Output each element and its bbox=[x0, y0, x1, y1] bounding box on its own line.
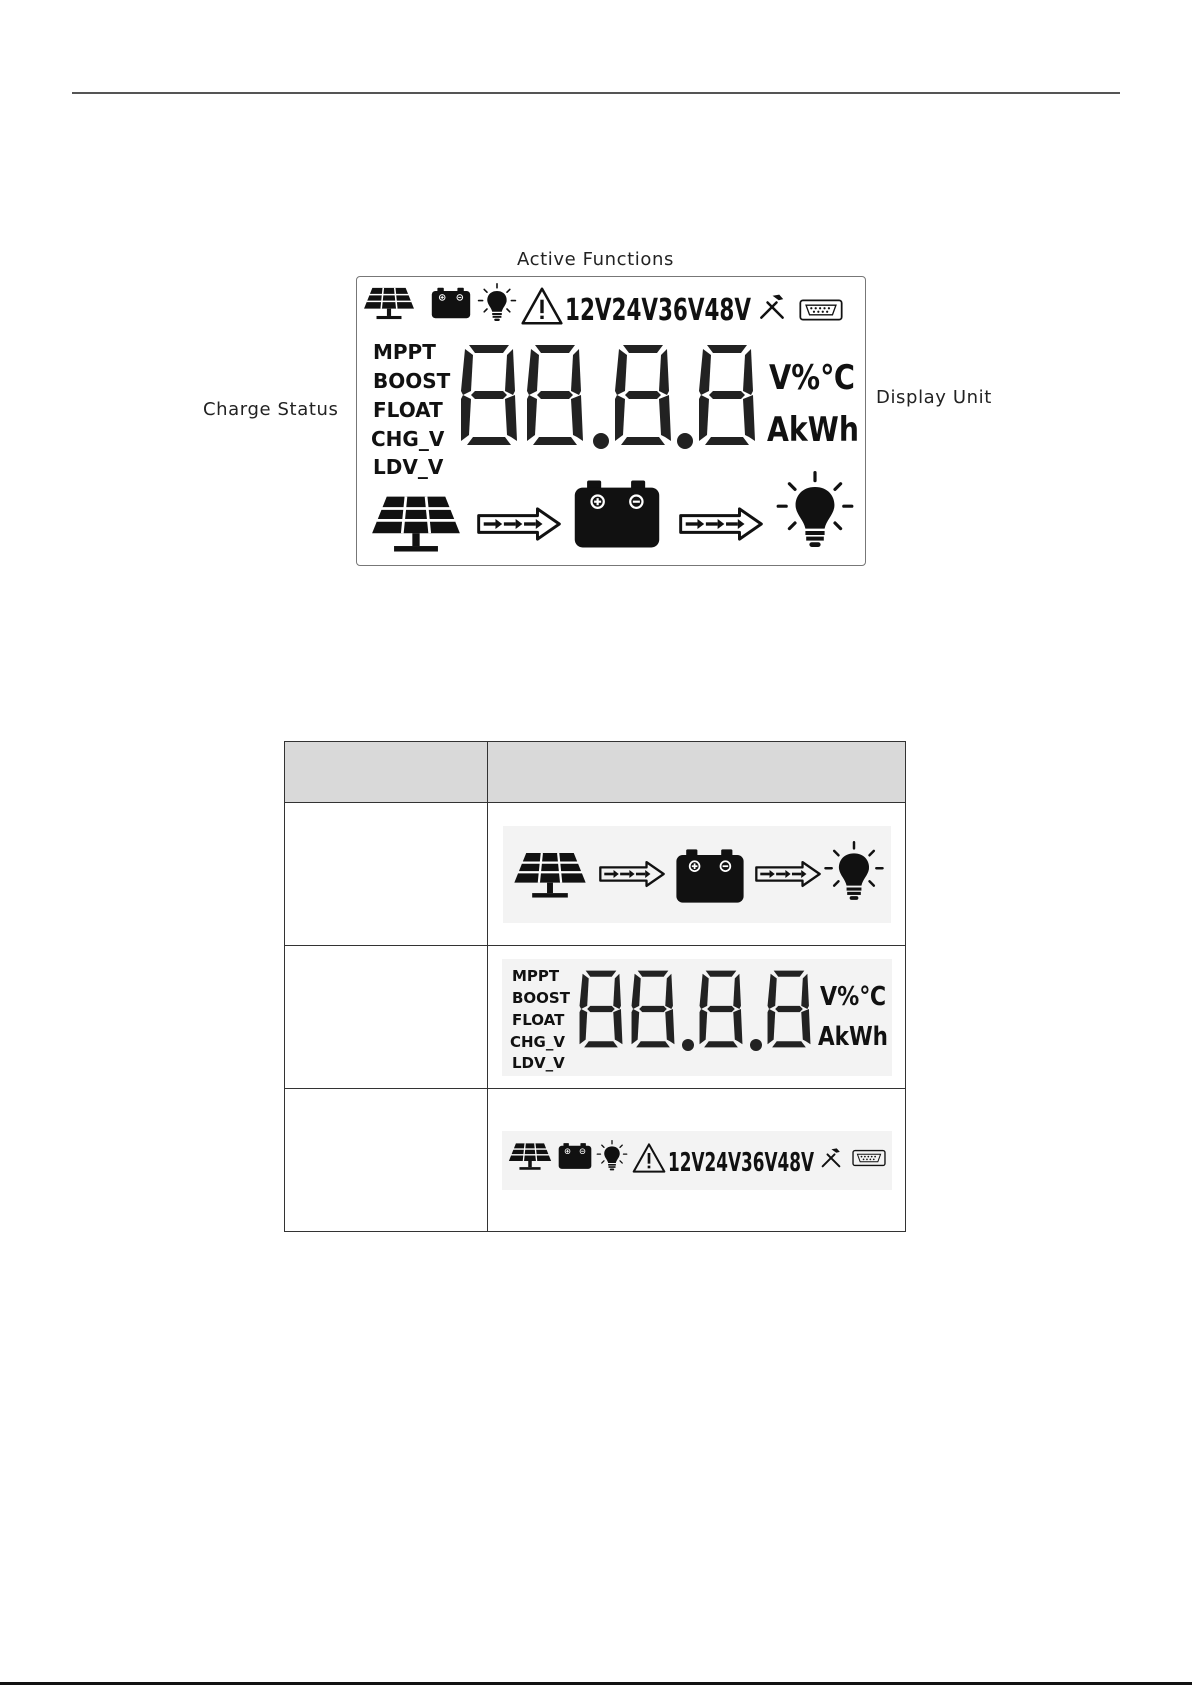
top-rule bbox=[72, 92, 1120, 94]
battery-icon bbox=[676, 849, 743, 902]
active-functions-thumb bbox=[502, 1131, 892, 1190]
charge-status-label: Charge Status bbox=[203, 399, 339, 420]
seven-segment-digits bbox=[579, 970, 810, 1050]
hammer-icon bbox=[761, 295, 783, 318]
active-functions-cell bbox=[488, 1089, 906, 1232]
status-mppt: MPPT bbox=[373, 340, 436, 364]
solar-panel-icon bbox=[508, 1143, 550, 1169]
flow-arrow-icon bbox=[756, 862, 819, 886]
status-boost: BOOST bbox=[373, 369, 451, 393]
flow-arrow-icon bbox=[479, 509, 560, 539]
legend-table bbox=[284, 741, 906, 1232]
flow-icons-cell bbox=[488, 803, 906, 946]
warning-icon bbox=[633, 1144, 664, 1171]
lcd-diagram bbox=[356, 276, 866, 566]
battery-large-icon bbox=[575, 481, 659, 548]
status-ldv-v: LDV_V bbox=[511, 1053, 565, 1072]
table-header-cell bbox=[488, 742, 906, 803]
status-chg-v: CHG_V bbox=[371, 427, 445, 451]
status-chg-v: CHG_V bbox=[509, 1032, 565, 1051]
solar-panel-large-icon bbox=[372, 497, 460, 552]
status-digits-cell bbox=[488, 946, 906, 1089]
display-unit-label: Display Unit bbox=[876, 387, 992, 408]
status-digits-thumb bbox=[502, 959, 892, 1076]
table-header-cell bbox=[285, 742, 488, 803]
warning-icon bbox=[523, 289, 562, 323]
unit-bottom: AkWh bbox=[767, 410, 859, 450]
status-float: FLOAT bbox=[511, 1010, 564, 1029]
seven-segment-digits bbox=[461, 345, 755, 449]
row-label bbox=[285, 1089, 488, 1232]
row-label bbox=[285, 803, 488, 946]
status-mppt: MPPT bbox=[511, 966, 559, 985]
voltage-indicators: 12V24V36V48V bbox=[565, 293, 752, 328]
status-float: FLOAT bbox=[373, 398, 443, 422]
status-boost: BOOST bbox=[511, 988, 570, 1007]
solar-panel-icon bbox=[514, 852, 585, 897]
table-header-row bbox=[285, 742, 906, 803]
serial-port-icon bbox=[800, 300, 841, 319]
hammer-icon bbox=[822, 1148, 839, 1166]
bulb-icon bbox=[825, 842, 882, 900]
table-row bbox=[285, 946, 906, 1089]
unit-bottom: AkWh bbox=[817, 1021, 888, 1052]
bulb-icon bbox=[479, 284, 516, 321]
table-row bbox=[285, 803, 906, 946]
battery-icon bbox=[558, 1143, 591, 1169]
table-row bbox=[285, 1089, 906, 1232]
flow-icons-thumb bbox=[503, 826, 891, 923]
solar-panel-icon bbox=[364, 288, 414, 319]
battery-icon bbox=[432, 288, 470, 318]
flow-arrow-icon bbox=[600, 862, 663, 886]
bulb-large-icon bbox=[778, 473, 852, 547]
unit-top: V%℃ bbox=[819, 981, 886, 1012]
unit-top: V%℃ bbox=[769, 358, 855, 398]
status-ldv-v: LDV_V bbox=[373, 455, 444, 479]
serial-port-icon bbox=[853, 1150, 885, 1165]
active-functions-label: Active Functions bbox=[517, 249, 674, 270]
flow-arrow-icon bbox=[681, 509, 762, 539]
voltage-indicators: 12V24V36V48V bbox=[667, 1147, 814, 1178]
row-label bbox=[285, 946, 488, 1089]
bulb-icon bbox=[597, 1140, 626, 1170]
